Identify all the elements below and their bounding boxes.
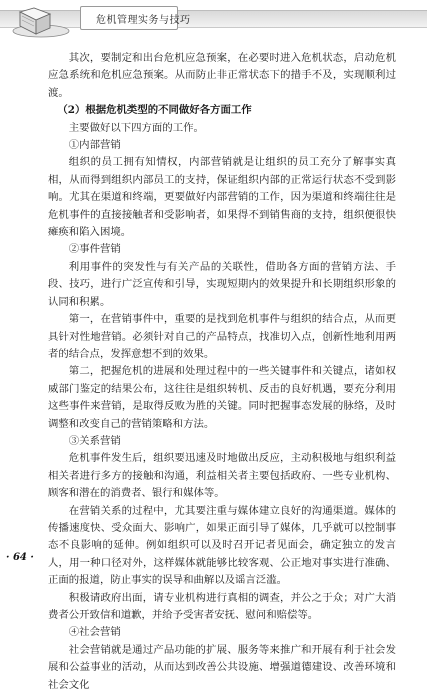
paragraph: 主要做好以下四方面的工作。 xyxy=(68,121,204,134)
subheading-event-marketing: ②事件营销 xyxy=(68,243,121,256)
subheading-internal-marketing: ①内部营销 xyxy=(68,139,121,152)
paragraph: 第二，把握危机的进展和处理过程中的一些关键事件和关键点，诸如权威部门鉴定的结果公布，这往往是组织转机、反击的良好机遇，要充分利用这些事件来营销，是取得反败为胜的关键。同时把握事态发展的脉络，及时调整和改变自己的营销策略和方法。 xyxy=(48,365,396,430)
page-number: · 64 · xyxy=(6,552,34,563)
subheading-relationship-marketing: ③关系营销 xyxy=(68,434,121,447)
paragraph: 组织的员工拥有知情权，内部营销就是让组织的员工充分了解事实真相，从而得到组织内部员工的支持，保证组织内部的正常运行状态不受到影响。尤其在渠道和终端，更要做好内部营销的工作，因为渠道和终端往往是危机事件的直接接触者和受影响者，如果得不到销售商的支持，组织便很快瘫痪和陷入困境。 xyxy=(48,156,396,239)
section-heading: （2）根据危机类型的不同做好各方面工作 xyxy=(57,104,252,117)
header-title: 危机管理实务与技巧 xyxy=(96,15,191,26)
paragraph: 在营销关系的过程中，尤其要注重与媒体建立良好的沟通渠道。媒体的传播速度快、受众面大、影响广，如果正面引导了媒体，几乎就可以控制事态不良影响的延伸。例如组织可以及时召开记者见面会，确定独立的发言人，用一种口径对外，这样媒体就能够比较客观、公正地对事实进行准确、正面的报道，防止事实的误导和曲解以及谣言泛滥。 xyxy=(48,504,396,587)
paragraph: 利用事件的突发性与有关产品的关联性，借助各方面的营销方法、手段、技巧，进行广泛宣传和引导，实现短期内的效果提升和长期组织形象的认同和积累。 xyxy=(48,260,396,308)
paragraph: 社会营销就是通过产品功能的扩展、服务等来推广和开展有利于社会发展和公益事业的活动，从而达到改善公共设施、增强道德建设、改善环境和社会文化 xyxy=(48,643,396,691)
paragraph: 积极请政府出面，请专业机构进行真相的调查，并公之于众；对广大消费者公开致信和道歉，并给予受害者安抚、慰问和赔偿等。 xyxy=(48,591,396,621)
paragraph: 第一，在营销事件中，重要的是找到危机事件与组织的结合点，从而更具针对性地营销。必须针对自己的产品特点，找准切入点，创新性地利用两者的结合点，发挥意想不到的效果。 xyxy=(48,313,396,360)
page-body xyxy=(48,50,396,694)
subheading-social-marketing: ④社会营销 xyxy=(68,626,121,639)
page-header xyxy=(0,0,427,42)
book-icon xyxy=(10,4,72,38)
paragraph: 其次，要制定和出台危机应急预案，在必要时进入危机状态，启动危机应急系统和危机应急预案。从而防止非正常状态下的措手不及，实现顺利过渡。 xyxy=(48,52,396,99)
paragraph: 危机事件发生后，组织要迅速及时地做出反应，主动积极地与组织利益相关者进行多方的接触和沟通，利益相关者主要包括政府、一些专业机构、顾客和潜在的消费者、银行和媒体等。 xyxy=(48,452,396,500)
